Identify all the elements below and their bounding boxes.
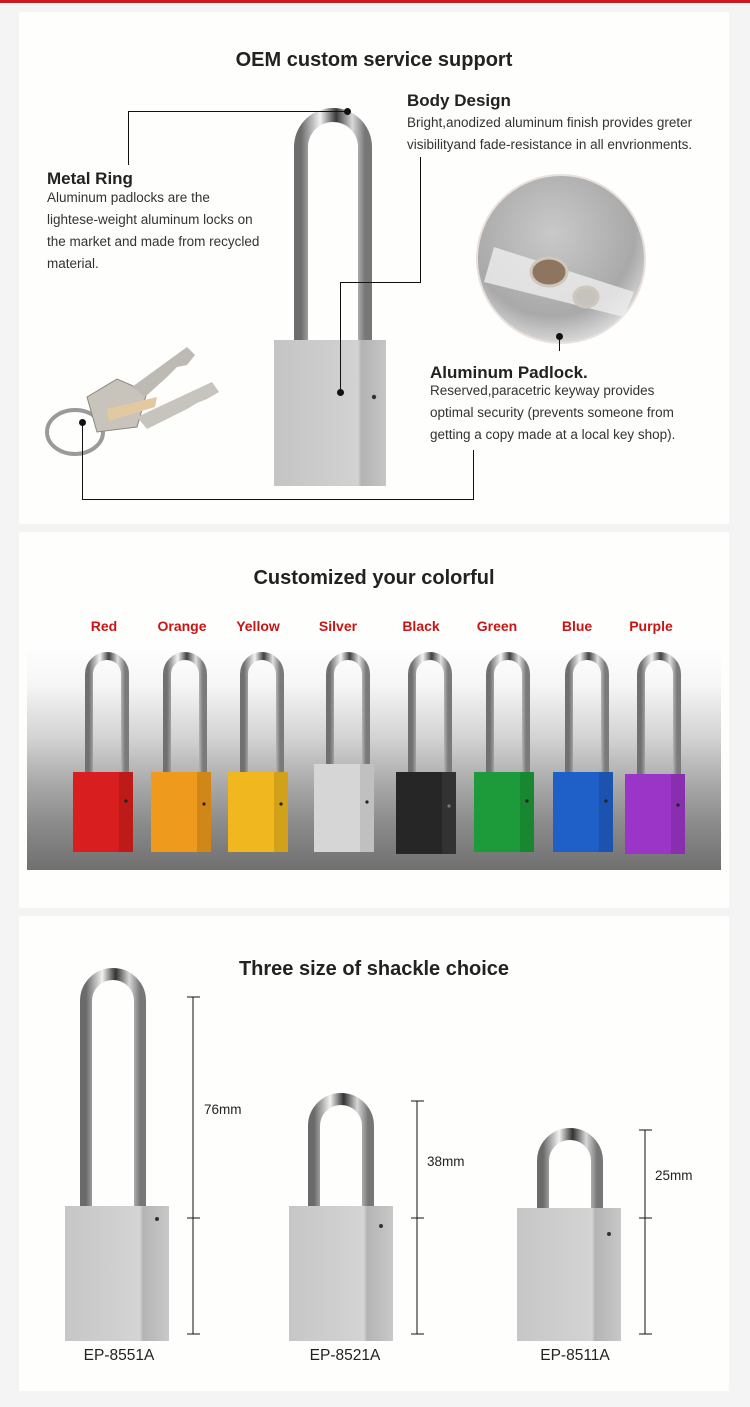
- keyway-closeup-image: [474, 172, 649, 347]
- color-label-silver: Silver: [318, 618, 358, 634]
- feature-desc-body-design: [407, 112, 692, 156]
- shackle-length-38mm: 38mm: [427, 1154, 465, 1169]
- model-label-ep-8551a: EP-8551A: [83, 1347, 155, 1364]
- leader-line-keys-h: [82, 499, 473, 500]
- color-label-green: Green: [476, 618, 518, 634]
- leader-line-ring-h: [128, 111, 347, 112]
- color-options-card: [19, 532, 729, 908]
- section-title-shackle: Three size of shackle choice: [238, 958, 510, 980]
- color-label-black: Black: [402, 618, 440, 634]
- color-label-orange: Orange: [157, 618, 207, 634]
- leader-dot-keys: [79, 419, 86, 426]
- feature-desc-line: visibilityand fade-resistance in all envrionments.: [407, 137, 693, 152]
- model-label-ep-8521a: EP-8521A: [309, 1347, 381, 1364]
- leader-line-keys-v: [82, 423, 83, 499]
- padlock-green: [474, 656, 534, 852]
- feature-desc-line: getting a copy made at a local key shop).: [430, 427, 676, 442]
- dimension-marker-76mm: [187, 997, 200, 1334]
- padlock-ep-8511a: [517, 1134, 621, 1341]
- padlock-long-shackle-image: [269, 97, 389, 487]
- feature-title-aluminum-padlock: Aluminum Padlock.: [430, 363, 588, 382]
- feature-desc-metal-ring: [47, 187, 259, 275]
- shackle-size-comparison-image: [19, 916, 729, 1391]
- color-label-yellow: Yellow: [236, 618, 280, 634]
- feature-desc-line: lightese-weight aluminum locks on: [47, 212, 253, 227]
- section-title-oem: OEM custom service support: [235, 49, 513, 71]
- oem-service-card: [19, 12, 729, 524]
- dimension-marker-38mm: [411, 1101, 424, 1334]
- leader-dot-body: [337, 389, 344, 396]
- colored-padlocks-image: [27, 644, 721, 870]
- leader-dot-ring: [344, 108, 351, 115]
- padlock-orange: [151, 656, 211, 852]
- padlock-ep-8521a: [289, 1099, 393, 1341]
- feature-title-body-design: Body Design: [407, 91, 511, 110]
- model-label-ep-8511a: EP-8511A: [540, 1347, 610, 1364]
- feature-desc-line: material.: [47, 256, 99, 271]
- color-label-blue: Blue: [561, 618, 593, 634]
- leader-line-ring-v: [128, 111, 129, 165]
- feature-desc-aluminum-padlock: [430, 380, 675, 446]
- shackle-sizes-card: [19, 916, 729, 1391]
- padlock-blue: [553, 656, 613, 852]
- padlock-yellow: [228, 656, 288, 852]
- feature-desc-line: Reserved,paracetric keyway provides: [430, 383, 655, 398]
- leader-line-body-v2: [340, 282, 341, 392]
- leader-dot-keyway: [556, 333, 563, 340]
- shackle-length-25mm: 25mm: [655, 1168, 693, 1183]
- padlock-silver: [314, 656, 374, 852]
- padlock-purple: [625, 656, 685, 854]
- padlock-ep-8551a: [65, 974, 169, 1341]
- leader-line-body-h: [340, 282, 421, 283]
- feature-title-metal-ring: Metal Ring: [47, 169, 133, 188]
- shackle-length-76mm: 76mm: [204, 1102, 242, 1117]
- padlock-row-graphic: [27, 644, 721, 870]
- section-title-colors: Customized your colorful: [253, 567, 495, 589]
- feature-desc-line: Bright,anodized aluminum finish provides greter: [407, 115, 693, 130]
- color-label-purple: Purple: [629, 618, 673, 634]
- feature-desc-line: the market and made from recycled: [47, 234, 260, 249]
- leader-line-body: [420, 157, 421, 282]
- keys-image: [37, 337, 227, 462]
- feature-desc-line: optimal security (prevents someone from: [430, 405, 674, 420]
- feature-desc-line: Aluminum padlocks are the: [47, 190, 210, 205]
- padlock-black: [396, 656, 456, 854]
- dimension-marker-25mm: [639, 1130, 652, 1334]
- padlock-red: [73, 656, 133, 852]
- color-label-red: Red: [90, 618, 118, 634]
- top-accent-bar: [0, 0, 750, 3]
- leader-line-padlock-v: [473, 450, 474, 500]
